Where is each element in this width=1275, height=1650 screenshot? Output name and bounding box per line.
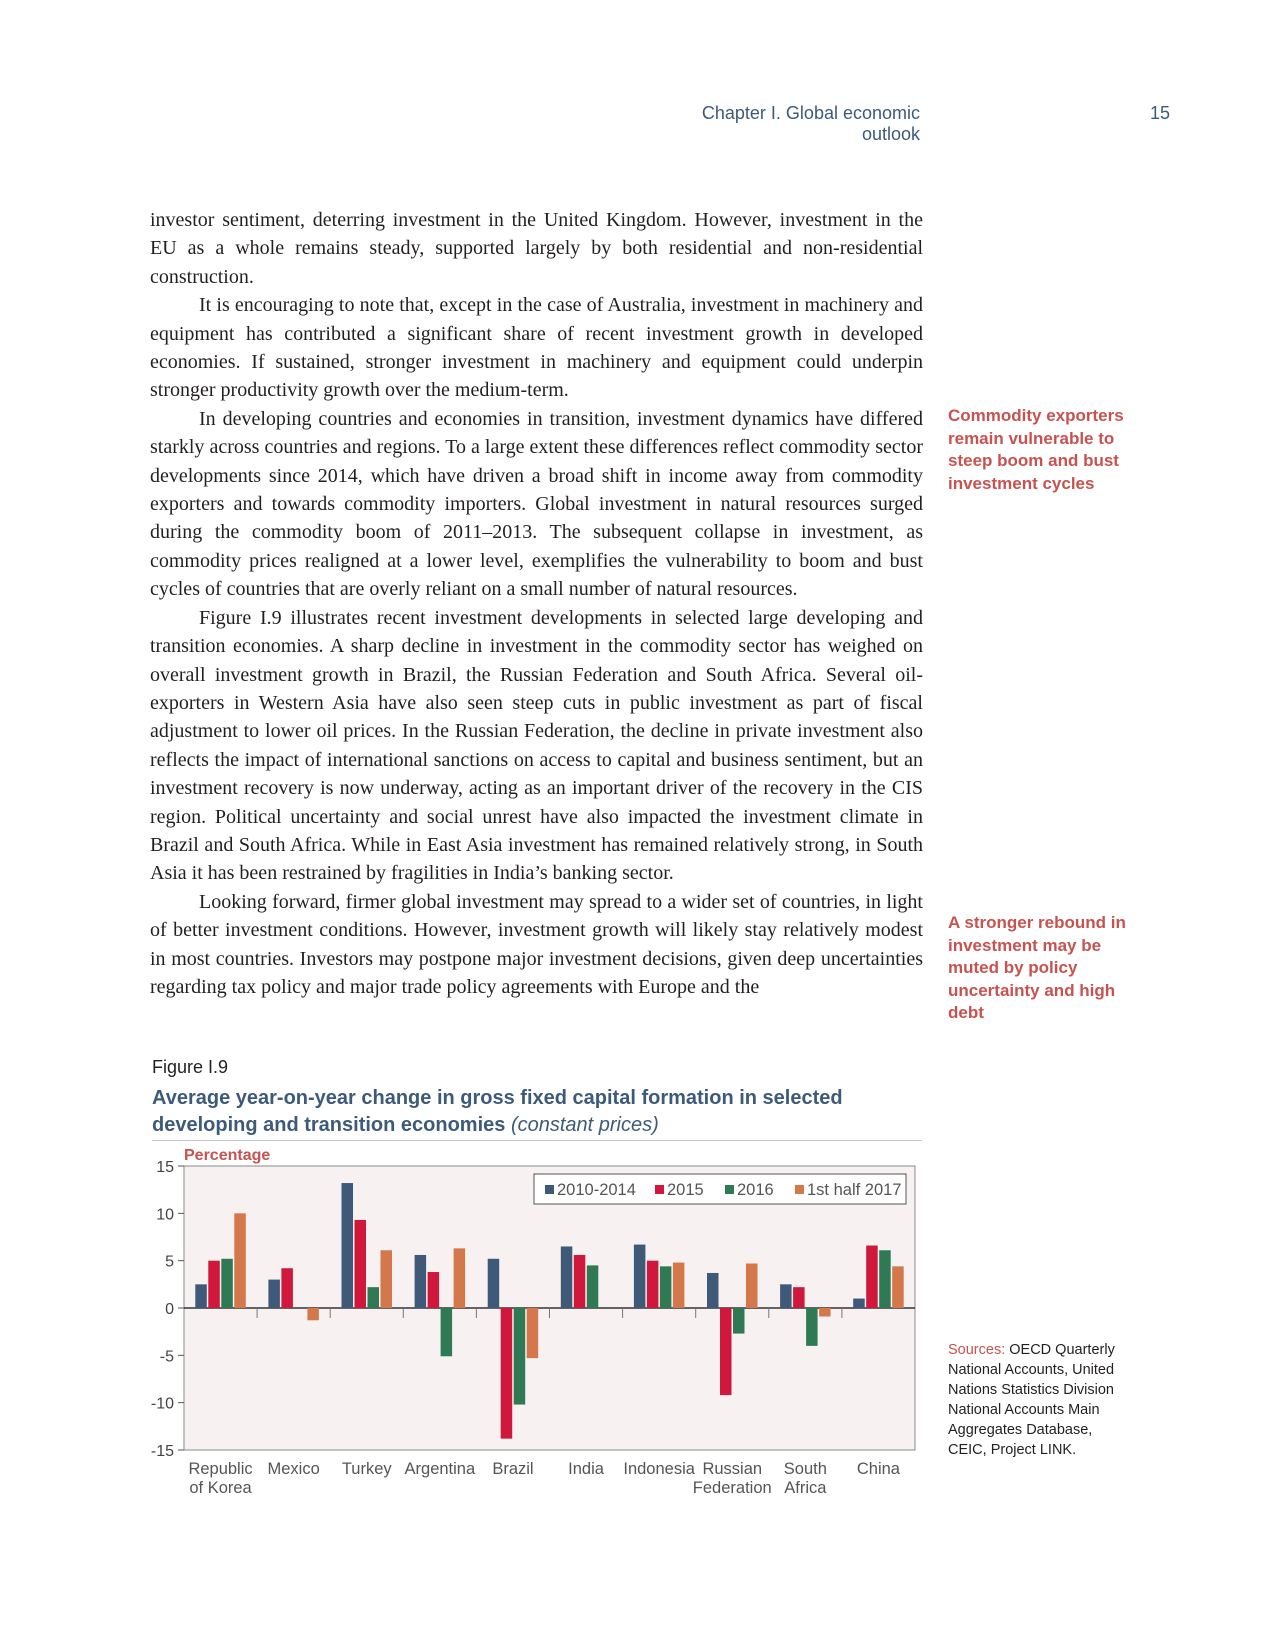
legend-label: 2010-2014 [557,1181,636,1199]
margin-note-rebound: A stronger rebound in investment may be muted by policy uncertainty and high debt [948,913,1126,1022]
page-number: 15 [1149,103,1170,123]
sources-text: OECD Quarterly National Accounts, United Nations Statistics Division National Accounts Main Aggregates Database, CEIC, Project LINK. [948,1342,1115,1458]
x-category-label: of Korea [189,1479,252,1497]
y-tick-label: -5 [159,1348,174,1366]
x-category-label: Brazil [492,1460,534,1478]
bar [281,1268,293,1308]
x-category-label: Russian [702,1460,763,1478]
bar [892,1266,904,1308]
y-tick-label: 10 [156,1206,174,1224]
bar [488,1259,500,1308]
x-category-label: India [568,1460,604,1478]
bar [355,1220,367,1308]
legend-label: 2015 [667,1181,704,1199]
sources-label: Sources: [948,1342,1006,1358]
bar [195,1284,207,1308]
y-tick-label: 5 [165,1253,174,1271]
y-tick-label: 0 [165,1301,174,1318]
bar [501,1308,513,1439]
bar [819,1308,831,1317]
bar [707,1273,719,1308]
margin-note-commodity: Commodity exporters remain vulnerable to steep boom and bust investment cycles [948,406,1124,493]
x-category-label: China [856,1460,901,1478]
x-category-label: Turkey [341,1460,392,1478]
bar [234,1213,246,1308]
x-category-label: Africa [784,1479,827,1497]
y-tick-label: -10 [150,1395,174,1413]
legend-label: 2016 [737,1181,774,1199]
figure-title-main: Average year-on-year change in gross fixed capital formation in selected developing and transition economies [152,1087,843,1136]
bar [454,1248,466,1308]
bar [307,1308,319,1320]
y-tick-label: -15 [150,1443,174,1460]
bar [368,1287,380,1308]
y-axis-title: Percentage [184,1147,271,1164]
figure-sources [948,1340,1133,1460]
bar [574,1255,586,1308]
bar [780,1284,792,1308]
bar [441,1308,453,1356]
x-category-label: Indonesia [623,1460,695,1478]
bar [208,1261,220,1308]
bar [793,1287,805,1308]
bar [268,1280,280,1308]
legend-label: 1st half 2017 [807,1181,902,1199]
bar [561,1246,573,1308]
figure-label: Figure I.9 [152,1057,229,1077]
bar [527,1308,539,1358]
x-category-label: Federation [692,1479,772,1497]
bar [221,1259,233,1308]
bar [733,1308,745,1334]
bar [428,1272,440,1308]
legend-swatch [725,1185,734,1194]
legend-swatch [545,1185,554,1194]
x-category-label: South [783,1460,827,1478]
paragraph: investor sentiment, deterring investment in the United Kingdom. However, investment in the EU as a whole remains steady, supported largely by both residential and non-residential construction. [150,209,923,288]
bar [342,1183,354,1308]
y-tick-label: 15 [156,1159,174,1176]
legend-swatch [795,1185,804,1194]
paragraph: Looking forward, firmer global investment may spread to a wider set of countries, in light of better investment conditions. However, investment growth will likely stay relatively modest in most countries. Investors may postpone major investment decisions, given deep uncertainties regarding tax policy and major trade policy agreements with Europe and the [150,890,923,998]
x-category-label: Argentina [404,1460,476,1478]
bar [720,1308,732,1395]
bar [879,1250,891,1308]
legend-swatch [655,1185,664,1194]
bar [514,1308,526,1405]
bar [746,1264,758,1308]
bar [853,1299,865,1308]
x-category-label: Mexico [267,1460,320,1478]
bar [660,1266,672,1308]
paragraph: It is encouraging to note that, except in the case of Australia, investment in machinery and equipment has contributed a significant share of recent investment growth in developed economies. If sustained, stronger investment in machinery and equipment could underpin stronger productivity growth over the medium-term. [150,294,923,402]
bar [866,1246,878,1308]
bar [415,1255,427,1308]
paragraph: Figure I.9 illustrates recent investment developments in selected large developing and transition economies. A sharp decline in investment in the commodity sector has weighed on overall investment growth in Brazil, the Russian Federation and South Africa. Several oil-exporters in Western Asia have also seen steep cuts in public investment as part of fiscal adjustment to lower oil prices. In the Russian Federation, the decline in private investment also reflects the impact of international sanctions on access to capital and business sentiment, but an investment recovery is now underway, acting as an important driver of the recovery in the CIS region. Political uncertainty and social unrest have also impacted the investment climate in Brazil and South Africa. While in East Asia investment has remained relatively strong, in South Asia it has been restrained by fragilities in India’s banking sector. [150,606,923,885]
bar [673,1263,685,1308]
running-head: Chapter I. Global economic outlook [701,103,920,144]
paragraph: In developing countries and economies in transition, investment dynamics have differed starkly across countries and regions. To a large extent these differences reflect commodity sector developments since 2014, which have driven a broad shift in income away from commodity exporters and towards commodity importers. Global investment in natural resources surged during the commodity boom of 2011–2013. The subsequent collapse in investment, as commodity prices realigned at a lower level, exemplifies the vulnerability to boom and bust cycles of countries that are overly reliant on a small number of natural resources. [150,407,923,601]
bar [634,1245,646,1308]
x-category-label: Republic [188,1460,253,1478]
bar [806,1308,818,1346]
bar [647,1261,659,1308]
bar [381,1250,393,1308]
figure-title-suffix: (constant prices) [510,1114,659,1136]
bar [587,1265,599,1308]
